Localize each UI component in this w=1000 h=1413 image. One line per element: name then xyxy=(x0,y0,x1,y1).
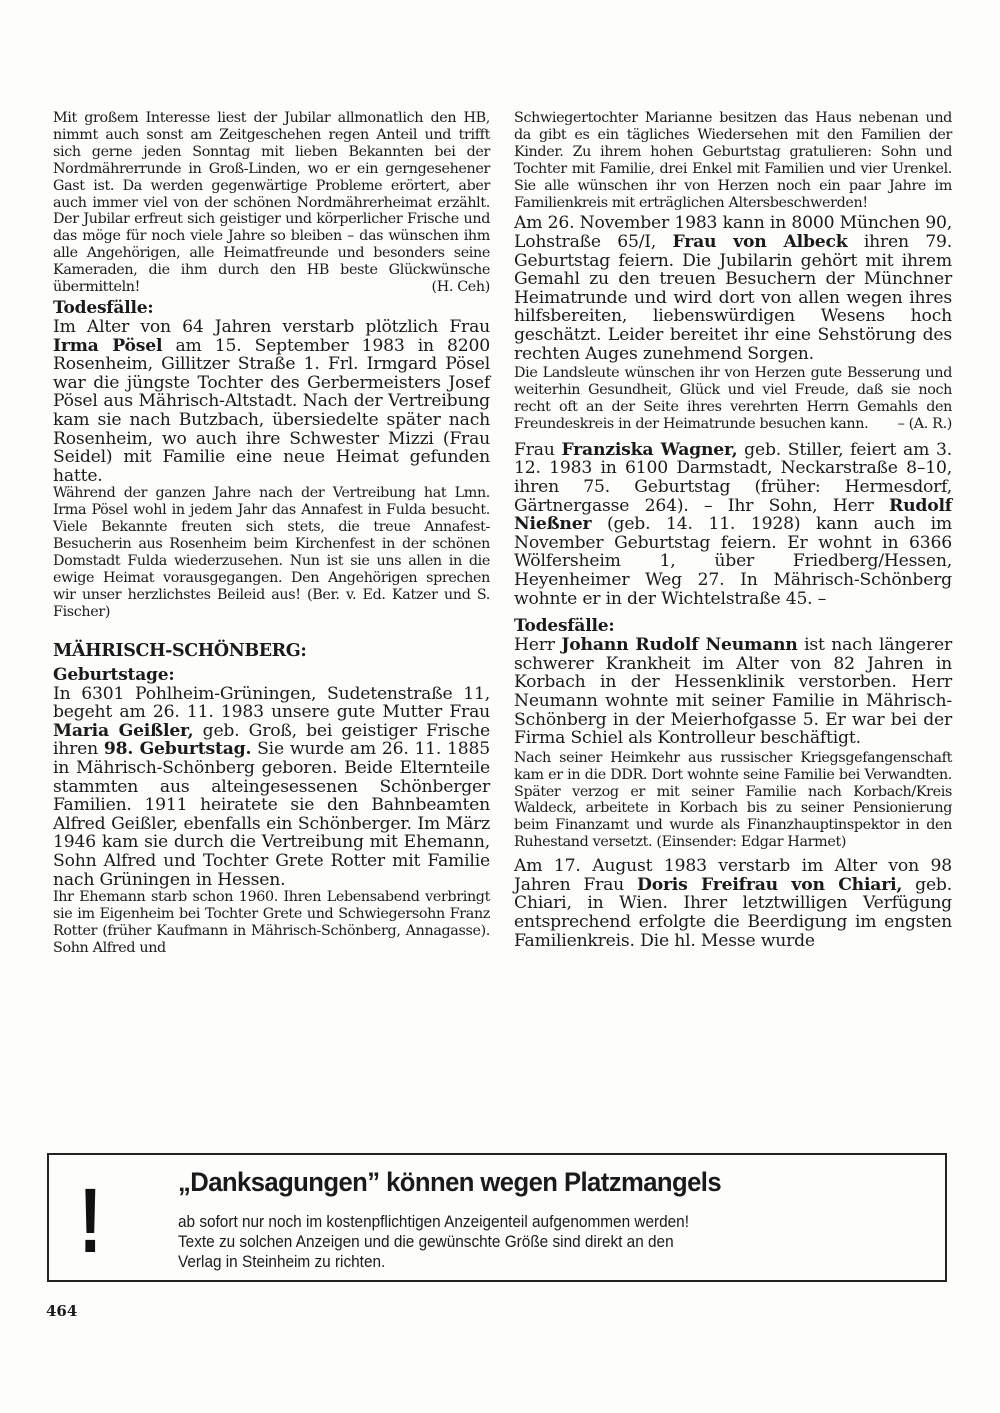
person-name: Johann Rudolf Neumann xyxy=(561,635,798,656)
person-name: Doris Freifrau von Chiari, xyxy=(636,874,903,895)
left-column xyxy=(53,110,490,957)
text: Frau xyxy=(514,439,562,460)
neumann-obituary xyxy=(514,636,952,748)
text: Sie wurde am 26. 11. 1885 in Mährisch-Schönberg geboren. Beide Elternteile stammten aus alteingesessenen Schönberger Familien. 1911 heiratete sie den Bahnbeamten Alfred Geißler, ebenfalls ein Schönberger. Im März 1946 kam sie durch die Vertreibung mit Ehemann, Sohn Alfred und Tochter Grete Rotter mit Familie nach Grüningen in Hessen. xyxy=(53,739,490,890)
geissler-birthday xyxy=(53,685,490,890)
text: Am 17. August 1983 verstarb im Alter von 98 Jahren Frau xyxy=(514,856,952,895)
text: (geb. 14. 11. 1928) kann auch im November Geburtstag feiern. Er wohnt in 6366 Wölfersheim 1, über Friedberg/Hessen, Heyenheimer Weg 27. In Mährisch-Schönberg wohnte er in der Wichtelstraße 45. – xyxy=(514,514,952,609)
person-name: Franziska Wagner, xyxy=(561,439,738,460)
paragraph-text: Mit großem Interesse liest der Jubilar allmonatlich den HB, nimmt auch sonst am Zeitgeschehen regen Anteil und trifft sich gerne jeden Sonntag mit lieben Bekannten bei der Nordmährerrunde in Groß-Linden, wo er ein gerngesehener Gast ist. Da werden gegenwärtige Probleme erörtert, aber auch immer viel von der schönen Nordmährerheimat erzählt. Der Jubilar erfreut sich geistiger und körperlicher Frische und das möge für noch viele Jahre so bleiben – das wünschen ihm alle Angehörigen, alle Heimatfreunde und besonders seine Kameraden, die ihm durch den HB beste Glückwünsche übermitteln! xyxy=(53,110,490,296)
signature: (H. Ceh) xyxy=(431,279,490,296)
text: Herr xyxy=(514,635,562,656)
heading-geburtstage: Geburtstage: xyxy=(53,664,175,685)
section-heading-maehrisch-schoenberg: MÄHRISCH-SCHÖNBERG: xyxy=(53,640,307,661)
text: ihren 79. Geburtstag feiern. Die Jubilarin gehört mit ihrem Gemahl zu den treuen Besuchern der Münchner Heimatrunde und wird dort von allen wegen ihres hilfsbereiten, liebenswürdigen Wesens hoch geschätzt. Leider bereitet ihr eine Sehstörung des rechten Auges zunehmend Sorgen. xyxy=(514,232,952,364)
text: geb. Stiller, feiert am 3. 12. 1983 in 6100 Darmstadt, Neckarstraße 8–10, ihren 75. Geburtstag (früher: Hermesdorf, Gärtnergasse 264). – Ihr Sohn, Herr xyxy=(514,439,953,516)
text: geb. Chiari, in Wien. Ihrer letztwilligen Verfügung entsprechend erfolgte die Beerdigung im engsten Familienkreis. Die hl. Messe wurde xyxy=(514,874,952,951)
notice-box xyxy=(47,1153,947,1282)
text: Am 26. November 1983 kann in 8000 München 90, Lohstraße 65/I, xyxy=(514,213,952,253)
text: geb. Groß, bei geistiger Frische ihren xyxy=(53,720,490,760)
heading-todesfaelle: Todesfälle: xyxy=(53,297,154,318)
text: In 6301 Pohlheim-Grüningen, Sudetenstraße 11, begeht am 26. 11. 1983 unsere gute Mutter Frau xyxy=(53,683,490,723)
text: Die Landsleute wünschen ihr von Herzen gute Besserung und weiterhin Gesundheit, Glück und viel Freude, daß sie noch recht oft an der Seite ihres verehrten Herrn Gemahls den Freundeskreis in der Heimatrunde besuchen kann. xyxy=(514,365,952,432)
neumann-detail: Nach seiner Heimkehr aus russischer Kriegsgefangenschaft kam er in die DDR. Dort wohnte seine Familie bei Verwandten. Später verzog er mit seiner Familie nach Korbach/Kreis Waldeck, arbeitete in Korbach bis zu seiner Pensionierung beim Finanzamt und wurde als Finanzhauptinspektor in den Ruhestand versetzt. (Einsender: Edgar Harmet) xyxy=(514,749,952,851)
right-column xyxy=(514,110,952,950)
wagner-birthday xyxy=(514,441,952,608)
poesel-detail: Während der ganzen Jahre nach der Vertreibung hat Lmn. Irma Pösel wohl in jedem Jahr das Annafest in Fulda besucht. Viele Bekannte freuten sich stets, die treue Annafest-Besucherin aus Rosenheim beim Kirchenfest in der schönen Domstadt Fulda wiederzusehen. Nun ist sie uns allen in die ewige Heimat vorausgegangen. Den Angehörigen sprechen wir unser herzlichstes Beileid aus! (Ber. v. Ed. Katzer und S. Fischer) xyxy=(53,485,490,620)
person-name: Rudolf Nießner xyxy=(514,495,952,535)
notice-line: Texte zu solchen Anzeigen und die gewünschte Größe sind direkt an den xyxy=(178,1233,674,1251)
person-name: Maria Geißler, xyxy=(53,720,194,741)
person-name: Frau von Albeck xyxy=(672,232,848,253)
poesel-obituary xyxy=(53,318,490,485)
birthday-highlight: 98. Geburtstag. xyxy=(103,739,252,760)
geissler-continuation: Schwiegertochter Marianne besitzen das Haus nebenan und da gibt es ein tägliches Wiedersehen mit den Familien der Kinder. Zu ihrem hohen Geburtstag gratulieren: Sohn und Tochter mit Familie, drei Enkel mit Familien und vier Urenkel. Sie alle wünschen ihr von Herzen noch ein paar Jahre im Familienkreis mit erträglichen Altersbeschwerden! xyxy=(514,110,952,211)
chiari-obituary xyxy=(514,857,952,950)
text: Im Alter von 64 Jahren verstarb plötzlich Frau xyxy=(53,316,490,337)
signature: – (A. R.) xyxy=(897,415,952,432)
heading-todesfaelle-right: Todesfälle: xyxy=(514,616,615,637)
albeck-detail xyxy=(514,365,952,433)
text: am 15. September 1983 in 8200 Rosenheim, Gillitzer Straße 1. Frl. Irmgard Pösel war die jüngste Tochter des Gerbermeisters Josef Pösel aus Mährisch-Altstadt. Nach der Vertreibung kam sie nach Butzbach, übersiedelte später nach Rosenheim, wo auch ihre Schwester Mizzi (Frau Seidel) mit Familie eine neue Heimat gefunden hatte. xyxy=(53,335,490,486)
albeck-birthday xyxy=(514,214,952,363)
text: ist nach längerer schwerer Krankheit im Alter von 82 Jahren in Korbach in der Hessenklinik verstorben. Herr Neumann wohnte mit seiner Familie in Mährisch-Schönberg in der Meierhofgasse 5. Er war bei der Firma Schiel als Kontrolleur beschäftigt. xyxy=(514,635,953,749)
geissler-detail: Ihr Ehemann starb schon 1960. Ihren Lebensabend verbringt sie im Eigenheim bei Tochter Grete und Schwiegersohn Franz Rotter (früher Kaufmann in Mährisch-Schönberg, Annagasse). Sohn Alfred und xyxy=(53,889,490,956)
person-name: Irma Pösel xyxy=(53,335,163,356)
exclamation-icon: ! xyxy=(78,1170,102,1272)
jubilar-paragraph xyxy=(53,110,490,296)
notice-line: ab sofort nur noch im kostenpflichtigen Anzeigenteil aufgenommen werden! xyxy=(178,1213,689,1231)
page-number: 464 xyxy=(46,1302,78,1320)
notice-body xyxy=(178,1212,903,1272)
notice-line: Verlag in Steinheim zu richten. xyxy=(178,1253,386,1271)
notice-title: „Danksagungen” können wegen Platzmangels xyxy=(178,1167,722,1197)
